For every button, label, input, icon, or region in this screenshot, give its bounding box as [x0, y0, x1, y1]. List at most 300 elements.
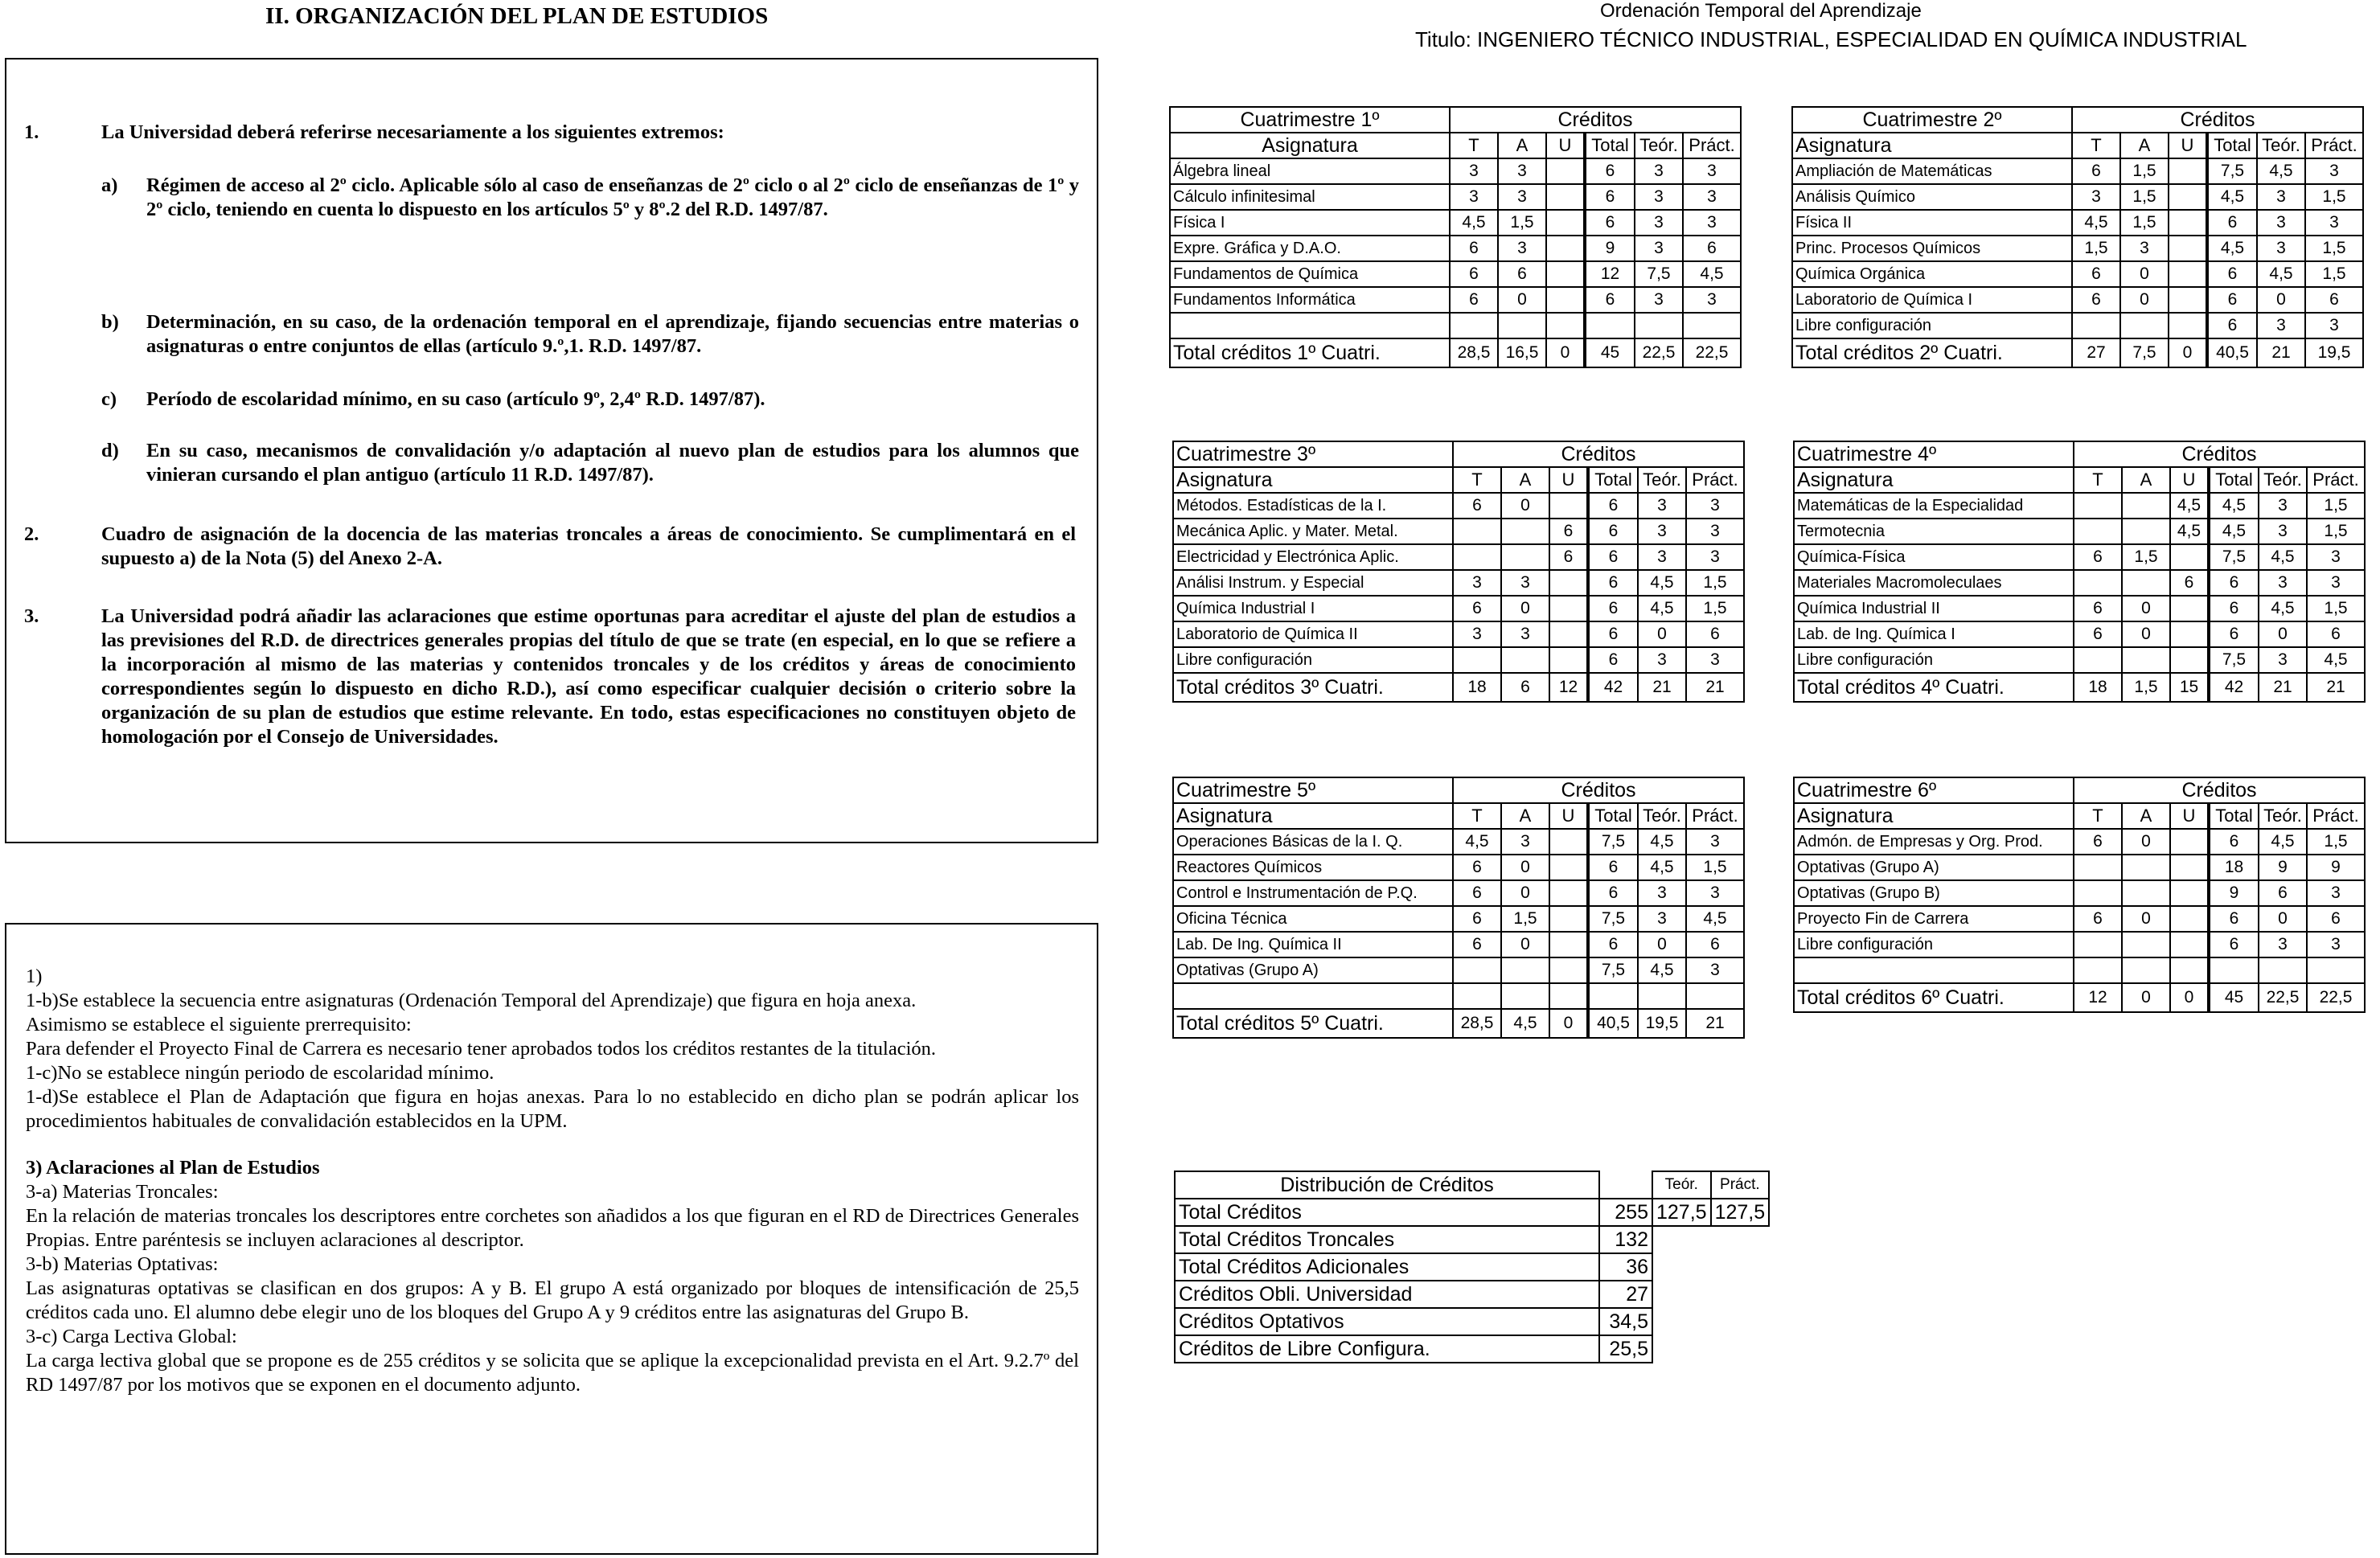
total-credits: 7,5	[2209, 544, 2259, 570]
table-row	[1794, 932, 2365, 957]
creditos-header: Créditos	[1453, 441, 1744, 467]
t-credits: 6	[2072, 287, 2120, 313]
note-line: 3-c) Carga Lectiva Global:	[26, 1326, 237, 1347]
total-credits: 6	[1585, 158, 1635, 184]
pract-credits: 3	[2307, 932, 2365, 957]
subject-name: Física II	[1792, 210, 2072, 236]
pract-credits: 4,5	[1686, 906, 1744, 932]
a-credits: 1,5	[1501, 906, 1549, 932]
u-credits	[1549, 829, 1588, 855]
a-credits: 1,5	[2120, 158, 2169, 184]
distribution-value: 132	[1599, 1226, 1652, 1253]
table-row	[1170, 287, 1741, 313]
pract-credits: 6	[1686, 932, 1744, 957]
t-credits: 6	[2074, 621, 2122, 647]
u-credits	[1549, 596, 1588, 621]
teor-total: 22,5	[2259, 983, 2307, 1012]
degree-title: Titulo: INGENIERO TÉCNICO INDUSTRIAL, ESPECIALIDAD EN QUÍMICA INDUSTRIAL	[1415, 27, 2247, 51]
total-label: Total créditos 3º Cuatri.	[1173, 673, 1453, 702]
teor-credits: 0	[2259, 621, 2307, 647]
total-credits: 6	[2209, 621, 2259, 647]
a-credits	[2122, 647, 2170, 673]
pract-credits: 6	[2307, 906, 2365, 932]
col-t-header: T	[1453, 803, 1501, 829]
distribution-pract	[1711, 1253, 1770, 1281]
teor-credits: 3	[1638, 544, 1686, 570]
total-credits: 6	[2207, 287, 2257, 313]
table-row	[1794, 906, 2365, 932]
u-credits	[1546, 287, 1585, 313]
u-credits	[2169, 210, 2207, 236]
total-credits: 6	[1585, 184, 1635, 210]
distribution-pract	[1711, 1226, 1770, 1253]
distribution-value: 27	[1599, 1281, 1652, 1308]
total-label: Total créditos 5º Cuatri.	[1173, 1009, 1453, 1038]
total-credits: 6	[1588, 621, 1638, 647]
item-3-text: La Universidad podrá añadir las aclaraciones que estime oportunas para acreditar el ajuste del plan de estudios a las previsiones del R.D. de directrices generales propias del título de que se trate (en especial, en lo que se refiere a la incorporación al mismo de las materias y contenidos troncales y de los créditos y áreas de conocimiento correspondientes según lo dispuesto en dicho R.D.), así como especificar cualquier decisión o criterio sobre la organización de su plan de estudios que estime relevante. En todo, estas especificaciones no constituyen objeto de homologación por el Consejo de Universidades.	[101, 605, 1076, 748]
pract-credits: 3	[1683, 210, 1741, 236]
u-total: 0	[2170, 983, 2209, 1012]
col-teor-header: Teór.	[1638, 803, 1686, 829]
creditos-header: Créditos	[1453, 777, 1744, 803]
table-row	[1170, 313, 1741, 338]
a-credits	[2122, 957, 2170, 983]
t-total: 27	[2072, 338, 2120, 367]
u-credits	[2169, 287, 2207, 313]
table-row	[1170, 210, 1741, 236]
distribution-value: 36	[1599, 1253, 1652, 1281]
table-row	[1173, 932, 1744, 957]
pract-credits: 1,5	[2305, 261, 2363, 287]
distribution-pract: 127,5	[1711, 1199, 1770, 1226]
t-credits: 3	[1453, 570, 1501, 596]
t-credits: 6	[2072, 261, 2120, 287]
a-credits: 1,5	[1498, 210, 1546, 236]
t-credits: 1,5	[2072, 236, 2120, 261]
teor-credits: 4,5	[2259, 544, 2307, 570]
total-label: Total créditos 6º Cuatri.	[1794, 983, 2074, 1012]
a-credits	[1501, 957, 1549, 983]
pract-credits: 1,5	[2305, 184, 2363, 210]
ordenacion-title: Ordenación Temporal del Aprendizaje	[1600, 0, 1922, 22]
asignatura-header: Asignatura	[1794, 803, 2074, 829]
teor-total: 19,5	[1638, 1009, 1686, 1038]
a-credits	[2122, 855, 2170, 880]
semester-table	[1169, 106, 1742, 368]
col-u-header: U	[2169, 133, 2207, 158]
teor-credits: 3	[1638, 519, 1686, 544]
distribution-body	[1175, 1199, 1769, 1363]
total-credits	[2209, 957, 2259, 983]
a-credits: 0	[2120, 287, 2169, 313]
total-credits: 6	[2209, 932, 2259, 957]
empty-cell	[1599, 1171, 1652, 1199]
teor-credits: 3	[1638, 647, 1686, 673]
table-row	[1173, 855, 1744, 880]
col-teor-header: Teór.	[2259, 467, 2307, 493]
total-credits: 9	[1585, 236, 1635, 261]
t-credits	[1453, 647, 1501, 673]
distribution-row	[1175, 1253, 1769, 1281]
col-total-header: Total	[1585, 133, 1635, 158]
col-total-header: Total	[2209, 467, 2259, 493]
col-pract-header: Práct.	[1686, 803, 1744, 829]
teor-credits	[1635, 313, 1683, 338]
distribution-row	[1175, 1335, 1769, 1363]
table-row	[1794, 855, 2365, 880]
subject-name: Laboratorio de Química II	[1173, 621, 1453, 647]
a-credits: 0	[1501, 596, 1549, 621]
semester-title: Cuatrimestre 2º	[1792, 107, 2072, 133]
pract-credits: 1,5	[2307, 519, 2365, 544]
notes-content	[26, 965, 1079, 1397]
pract-credits: 6	[1683, 236, 1741, 261]
note-line: 3-a) Materias Troncales:	[26, 1181, 219, 1203]
u-credits	[2170, 880, 2209, 906]
teor-credits: 7,5	[1635, 261, 1683, 287]
subject-name: Optativas (Grupo A)	[1794, 855, 2074, 880]
t-credits	[2074, 855, 2122, 880]
pract-credits: 1,5	[1686, 855, 1744, 880]
a-total: 0	[2122, 983, 2170, 1012]
col-pract-header: Práct.	[2307, 467, 2365, 493]
col-a-header: A	[1498, 133, 1546, 158]
a-credits: 3	[2120, 236, 2169, 261]
teor-credits: 3	[2257, 210, 2305, 236]
teor-credits: 9	[2259, 855, 2307, 880]
u-credits	[1549, 855, 1588, 880]
u-credits	[2169, 313, 2207, 338]
teor-credits	[2259, 957, 2307, 983]
semester-table	[1793, 777, 2366, 1013]
pract-credits: 1,5	[2307, 829, 2365, 855]
u-credits: 4,5	[2170, 493, 2209, 519]
credit-distribution-table	[1174, 1171, 1770, 1363]
a-credits	[2122, 880, 2170, 906]
col-pract-header: Práct.	[1686, 467, 1744, 493]
item-a-label: a)	[101, 174, 118, 196]
total-credits: 6	[1588, 519, 1638, 544]
subject-name	[1794, 957, 2074, 983]
item-2-number: 2.	[24, 523, 39, 545]
subject-name: Química Industrial I	[1173, 596, 1453, 621]
teor-credits: 0	[2257, 287, 2305, 313]
a-total: 1,5	[2122, 673, 2170, 702]
t-credits: 4,5	[1450, 210, 1498, 236]
u-total: 0	[1546, 338, 1585, 367]
u-total: 0	[2169, 338, 2207, 367]
u-credits	[2169, 184, 2207, 210]
table-row	[1792, 236, 2363, 261]
pract-credits: 3	[2305, 210, 2363, 236]
a-credits: 3	[1501, 621, 1549, 647]
total-credits: 6	[1585, 287, 1635, 313]
u-credits	[1546, 313, 1585, 338]
a-credits: 0	[2122, 906, 2170, 932]
teor-credits: 3	[2259, 647, 2307, 673]
pract-header: Práct.	[1711, 1171, 1770, 1199]
a-credits: 3	[1501, 829, 1549, 855]
distribution-label: Total Créditos	[1175, 1199, 1599, 1226]
a-credits: 0	[2122, 621, 2170, 647]
item-3-number: 3.	[24, 605, 39, 627]
pract-total: 19,5	[2305, 338, 2363, 367]
pract-credits: 3	[1683, 287, 1741, 313]
semester-title: Cuatrimestre 3º	[1173, 441, 1453, 467]
subject-name: Operaciones Básicas de la I. Q.	[1173, 829, 1453, 855]
col-t-header: T	[2074, 467, 2122, 493]
section-title: II. ORGANIZACIÓN DEL PLAN DE ESTUDIOS	[265, 3, 769, 29]
total-total: 40,5	[2207, 338, 2257, 367]
u-credits	[1546, 236, 1585, 261]
total-credits: 9	[2209, 880, 2259, 906]
teor-credits	[1638, 983, 1686, 1009]
creditos-header: Créditos	[2074, 777, 2365, 803]
teor-credits: 0	[1638, 932, 1686, 957]
teor-total: 22,5	[1635, 338, 1683, 367]
subject-name: Lab. De Ing. Química II	[1173, 932, 1453, 957]
pract-credits: 1,5	[1686, 570, 1744, 596]
asignatura-header: Asignatura	[1173, 467, 1453, 493]
col-a-header: A	[2120, 133, 2169, 158]
table-row	[1794, 880, 2365, 906]
asignatura-header: Asignatura	[1170, 133, 1450, 158]
item-1-text: La Universidad deberá referirse necesariamente a los siguientes extremos:	[101, 121, 724, 143]
distribution-title: Distribución de Créditos	[1175, 1171, 1599, 1199]
subject-name: Oficina Técnica	[1173, 906, 1453, 932]
a-credits: 1,5	[2120, 210, 2169, 236]
table-row	[1173, 880, 1744, 906]
teor-credits: 3	[1635, 236, 1683, 261]
col-pract-header: Práct.	[2305, 133, 2363, 158]
a-credits: 0	[1501, 493, 1549, 519]
total-credits: 6	[1588, 570, 1638, 596]
semester-table	[1172, 777, 1745, 1039]
total-label: Total créditos 2º Cuatri.	[1792, 338, 2072, 367]
total-credits: 6	[1588, 596, 1638, 621]
total-credits: 4,5	[2207, 236, 2257, 261]
u-credits	[2169, 158, 2207, 184]
pract-credits	[1686, 983, 1744, 1009]
total-row	[1792, 338, 2363, 367]
item-b-label: b)	[101, 311, 119, 333]
col-u-header: U	[1549, 467, 1588, 493]
total-credits: 6	[1588, 855, 1638, 880]
u-credits	[2170, 855, 2209, 880]
item-d-text: En su caso, mecanismos de convalidación y/o adaptación al nuevo plan de estudios para los alumnos que vinieran cursando el plan antiguo (artículo 11 R.D. 1497/87).	[146, 440, 1079, 486]
table-row	[1794, 621, 2365, 647]
t-credits	[2074, 493, 2122, 519]
a-credits: 1,5	[2122, 544, 2170, 570]
u-credits: 4,5	[2170, 519, 2209, 544]
distribution-row	[1175, 1281, 1769, 1308]
subject-name: Química Industrial II	[1794, 596, 2074, 621]
table-row	[1794, 519, 2365, 544]
col-a-header: A	[1501, 803, 1549, 829]
subject-name: Química Orgánica	[1792, 261, 2072, 287]
subject-name: Princ. Procesos Químicos	[1792, 236, 2072, 261]
subject-name: Optativas (Grupo A)	[1173, 957, 1453, 983]
table-row	[1173, 570, 1744, 596]
t-total: 28,5	[1450, 338, 1498, 367]
total-credits: 6	[1588, 544, 1638, 570]
total-credits	[1588, 983, 1638, 1009]
t-credits: 6	[2074, 906, 2122, 932]
u-credits	[1549, 621, 1588, 647]
t-credits	[1453, 957, 1501, 983]
u-credits	[1549, 647, 1588, 673]
note-line: 1-b)Se establece la secuencia entre asignaturas (Ordenación Temporal del Aprendizaje) que figura en hoja anexa.	[26, 990, 917, 1011]
total-credits: 18	[2209, 855, 2259, 880]
col-teor-header: Teór.	[2259, 803, 2307, 829]
a-credits: 0	[1501, 855, 1549, 880]
total-credits: 6	[2209, 596, 2259, 621]
table-row	[1794, 957, 2365, 983]
a-credits: 3	[1498, 184, 1546, 210]
creditos-header: Créditos	[2072, 107, 2363, 133]
item-a-text: Régimen de acceso al 2º ciclo. Aplicable sólo al caso de enseñanzas de 2º ciclo o al 2º ciclo de enseñanzas de 1º y 2º ciclo, teniendo en cuenta lo dispuesto en los artículos 5º y 8º.2 del R.D. 1497/87.	[146, 174, 1079, 220]
t-credits	[2074, 519, 2122, 544]
teor-credits: 0	[2259, 906, 2307, 932]
t-total: 18	[2074, 673, 2122, 702]
teor-credits: 3	[2259, 932, 2307, 957]
semester-title: Cuatrimestre 4º	[1794, 441, 2074, 467]
t-total: 12	[2074, 983, 2122, 1012]
table-row	[1792, 261, 2363, 287]
total-credits: 6	[1585, 210, 1635, 236]
subject-name: Mecánica Aplic. y Mater. Metal.	[1173, 519, 1453, 544]
subject-name: Proyecto Fin de Carrera	[1794, 906, 2074, 932]
item-d-label: d)	[101, 440, 119, 461]
distribution-teor	[1652, 1281, 1711, 1308]
a-credits	[2122, 570, 2170, 596]
u-credits	[2170, 621, 2209, 647]
note-line: 1)	[26, 966, 43, 987]
teor-credits: 6	[2259, 880, 2307, 906]
total-row	[1173, 1009, 1744, 1038]
pract-credits: 9	[2307, 855, 2365, 880]
a-credits: 0	[2122, 596, 2170, 621]
u-credits	[1549, 906, 1588, 932]
distribution-pract	[1711, 1281, 1770, 1308]
teor-credits: 4,5	[1638, 570, 1686, 596]
pract-total: 21	[2307, 673, 2365, 702]
col-u-header: U	[1546, 133, 1585, 158]
u-total: 0	[1549, 1009, 1588, 1038]
t-credits: 6	[1453, 596, 1501, 621]
pract-credits: 3	[2305, 313, 2363, 338]
item-b-text: Determinación, en su caso, de la ordenación temporal en el aprendizaje, fijando secuencias entre materias o asignaturas o entre conjuntos de ellas (artículo 9.º,1. R.D. 1497/87.	[146, 311, 1079, 357]
table-row	[1173, 647, 1744, 673]
u-credits	[1549, 957, 1588, 983]
col-a-header: A	[2122, 467, 2170, 493]
note-line: 1-d)Se establece el Plan de Adaptación que figura en hojas anexas. Para lo no establecido en dicho plan se podrán aplicar los procedimientos habituales de convalidación establecidos en la UPM.	[26, 1086, 1079, 1132]
teor-credits: 3	[2259, 493, 2307, 519]
t-credits: 6	[1453, 906, 1501, 932]
a-credits	[1501, 647, 1549, 673]
table-row	[1173, 519, 1744, 544]
a-credits	[2122, 493, 2170, 519]
table-row	[1794, 647, 2365, 673]
total-row	[1170, 338, 1741, 367]
total-row	[1173, 673, 1744, 702]
table-row	[1170, 184, 1741, 210]
pract-credits: 3	[1686, 957, 1744, 983]
u-credits: 6	[1549, 544, 1588, 570]
pract-credits: 3	[1686, 829, 1744, 855]
asignatura-header: Asignatura	[1792, 133, 2072, 158]
subject-name: Libre configuración	[1794, 647, 2074, 673]
pract-credits: 3	[1683, 184, 1741, 210]
col-pract-header: Práct.	[1683, 133, 1741, 158]
a-credits: 1,5	[2120, 184, 2169, 210]
teor-credits: 3	[1635, 158, 1683, 184]
t-credits: 3	[1450, 158, 1498, 184]
pract-credits: 6	[2305, 287, 2363, 313]
table-row	[1170, 236, 1741, 261]
t-credits: 3	[2072, 184, 2120, 210]
teor-credits: 3	[1638, 906, 1686, 932]
col-total-header: Total	[2209, 803, 2259, 829]
distribution-row	[1175, 1199, 1769, 1226]
total-credits: 6	[1588, 493, 1638, 519]
table-row	[1794, 570, 2365, 596]
total-credits: 7,5	[2209, 647, 2259, 673]
pract-credits: 3	[2307, 570, 2365, 596]
col-teor-header: Teór.	[1638, 467, 1686, 493]
semester-title: Cuatrimestre 5º	[1173, 777, 1453, 803]
teor-credits: 3	[2259, 519, 2307, 544]
teor-credits: 4,5	[1638, 829, 1686, 855]
a-credits: 0	[1501, 932, 1549, 957]
subject-name: Análisis Químico	[1792, 184, 2072, 210]
pract-credits: 3	[2307, 880, 2365, 906]
subject-name: Libre configuración	[1173, 647, 1453, 673]
teor-credits: 4,5	[2257, 261, 2305, 287]
a-credits	[1501, 544, 1549, 570]
total-credits: 7,5	[2207, 158, 2257, 184]
distribution-value: 34,5	[1599, 1308, 1652, 1335]
subject-name: Matemáticas de la Especialidad	[1794, 493, 2074, 519]
pract-credits: 6	[1686, 621, 1744, 647]
total-total: 45	[1585, 338, 1635, 367]
u-credits	[2169, 261, 2207, 287]
teor-total: 21	[1638, 673, 1686, 702]
subject-name: Termotecnia	[1794, 519, 2074, 544]
total-total: 42	[1588, 673, 1638, 702]
u-credits	[2170, 596, 2209, 621]
total-row	[1794, 673, 2365, 702]
a-credits	[2122, 519, 2170, 544]
creditos-header: Créditos	[2074, 441, 2365, 467]
pract-credits: 3	[1686, 880, 1744, 906]
t-credits: 6	[1453, 855, 1501, 880]
col-t-header: T	[2072, 133, 2120, 158]
distribution-value: 255	[1599, 1199, 1652, 1226]
t-credits: 6	[2074, 596, 2122, 621]
u-credits	[1546, 158, 1585, 184]
pract-total: 22,5	[1683, 338, 1741, 367]
subject-name: Libre configuración	[1792, 313, 2072, 338]
t-credits: 6	[1453, 880, 1501, 906]
distribution-teor	[1652, 1253, 1711, 1281]
t-credits: 6	[1450, 287, 1498, 313]
subject-name: Química-Física	[1794, 544, 2074, 570]
total-credits: 6	[2207, 210, 2257, 236]
note-line: Las asignaturas optativas se clasifican en dos grupos: A y B. El grupo A está organizado por bloques de intensificación de 25,5 créditos cada uno. El alumno debe elegir uno de los bloques del Grupo A y 9 créditos entre las asignaturas del Grupo B.	[26, 1277, 1079, 1323]
subject-name: Materiales Macromoleculaes	[1794, 570, 2074, 596]
item-1-number: 1.	[24, 121, 39, 143]
